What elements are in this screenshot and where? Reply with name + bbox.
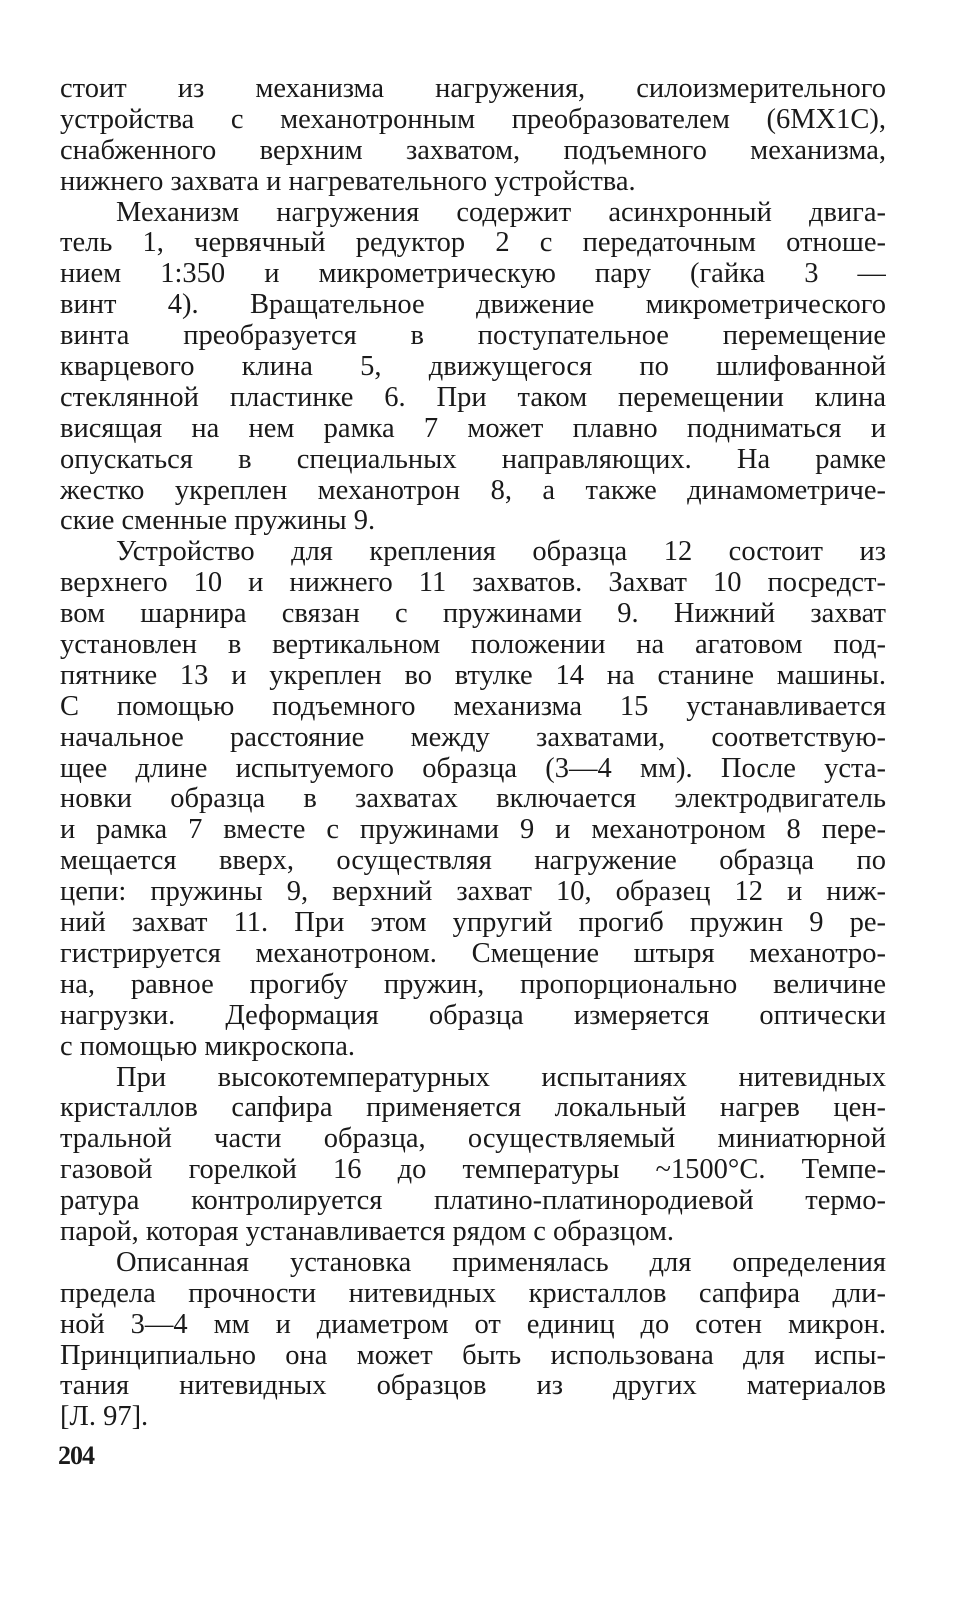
text-line: жестко укреплен механотрон 8, а также динамометриче- [60, 475, 886, 506]
text-line: установлен в вертикальном положении на агатовом под- [60, 630, 886, 661]
text-line: и рамка 7 вместе с пружинами 9 и механотроном 8 пере- [60, 815, 886, 846]
text-line: ратура контролируется платино-платинородиевой термо- [60, 1186, 886, 1217]
text-line: тральной части образца, осуществляемый миниатюрной [60, 1124, 886, 1155]
text-line: нижнего захвата и нагревательного устройства. [60, 166, 636, 197]
text-line: предела прочности нитевидных кристаллов сапфира дли- [60, 1278, 886, 1309]
paragraph [60, 537, 886, 1062]
text-line: ские сменные пружины 9. [60, 506, 376, 537]
text-line: винт 4). Вращательное движение микрометрического [60, 290, 886, 321]
text-line: стеклянной пластинке 6. При таком перемещении клина [60, 382, 886, 413]
text-line: вом шарнира связан с пружинами 9. Нижний захват [60, 599, 886, 630]
text-line: щее длине испытуемого образца (3—4 мм). После уста- [60, 753, 886, 784]
text-line: нием 1:350 и микрометрическую пару (гайка 3 — [60, 259, 886, 290]
text-line: опускаться в специальных направляющих. На рамке [60, 444, 886, 475]
text-line: Механизм нагружения содержит асинхронный двига- [116, 197, 886, 228]
text-line: ной 3—4 мм и диаметром от единиц до сотен микрон. [60, 1309, 886, 1340]
text-line: мещается вверх, осуществляя нагружение образца по [60, 846, 886, 877]
paragraph [60, 1063, 886, 1248]
text-line: тель 1, червячный редуктор 2 с передаточным отноше- [60, 228, 886, 259]
text-line: парой, которая устанавливается рядом с образцом. [60, 1216, 675, 1247]
text-line: висящая на нем рамка 7 может плавно подниматься и [60, 413, 886, 444]
text-line: гистрируется механотроном. Смещение штыря механотро- [60, 938, 886, 969]
text-line: стоит из механизма нагружения, силоизмерительного [60, 74, 886, 104]
text-line: Принципиально она может быть использована для испы- [60, 1340, 886, 1371]
paragraph [60, 1248, 886, 1433]
text-line: снабженного верхним захватом, подъемного механизма, [60, 135, 886, 166]
text-line: нагрузки. Деформация образца измеряется оптически [60, 1000, 886, 1031]
text-line: кристаллов сапфира применяется локальный нагрев цен- [60, 1093, 886, 1124]
text-line: Устройство для крепления образца 12 состоит из [116, 537, 886, 568]
text-line: Описанная установка применялась для определения [116, 1247, 886, 1278]
text-line: винта преобразуется в поступательное перемещение [60, 321, 886, 352]
text-line: верхнего 10 и нижнего 11 захватов. Захват 10 посредст- [60, 568, 886, 599]
text-line: ний захват 11. При этом упругий прогиб пружин 9 ре- [60, 908, 886, 939]
text-line: кварцевого клина 5, движущегося по шлифованной [60, 352, 886, 383]
paragraph [60, 74, 886, 198]
text-line: цепи: пружины 9, верхний захват 10, образец 12 и ниж- [60, 877, 886, 908]
text-line: газовой горелкой 16 до температуры ~1500°С. Темпе- [60, 1155, 886, 1186]
text-line: устройства с механотронным преобразователем (6МХ1С), [60, 104, 886, 135]
text-line: на, равное прогибу пружин, пропорционально величине [60, 969, 886, 1000]
page-number: 204 [58, 1441, 94, 1470]
paragraph [60, 198, 886, 538]
text-line: с помощью микроскопа. [60, 1031, 356, 1062]
text-line: При высокотемпературных испытаниях нитевидных [116, 1062, 886, 1093]
text-line: новки образца в захватах включается электродвигатель [60, 784, 886, 815]
text-line: начальное расстояние между захватами, соответствую- [60, 722, 886, 753]
text-line: С помощью подъемного механизма 15 устанавливается [60, 691, 886, 722]
body-text [60, 74, 886, 1433]
text-line: пятнике 13 и укреплен во втулке 14 на станине машины. [60, 660, 886, 691]
text-line: [Л. 97]. [60, 1402, 149, 1433]
text-line: тания нитевидных образцов из других материалов [60, 1371, 886, 1402]
